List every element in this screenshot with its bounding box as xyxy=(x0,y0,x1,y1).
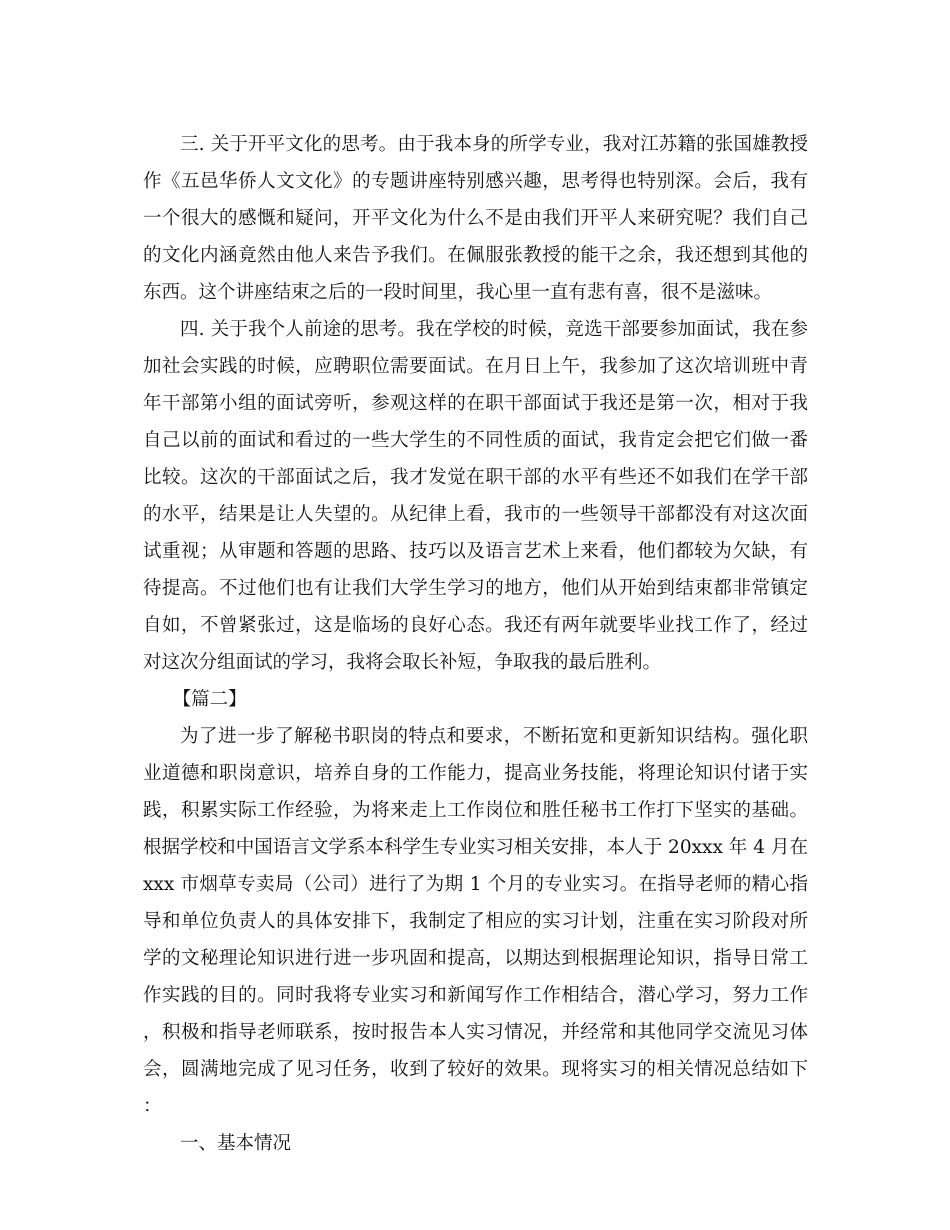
section-heading-basic-info: 一、基本情况 xyxy=(180,1133,292,1154)
paragraph-kaiping-culture: 三. 关于开平文化的思考。由于我本身的所学专业，我对江苏籍的张国雄教授作《五邑华侨人文文化》的专题讲座特别感兴趣，思考得也特别深。会后，我有一个很大的感慨和疑问，开平文化为什么不是由我们开平人来研究呢？我们自己的文化内涵竟然由他人来告予我们。在佩服张教授的能干之余，我还想到其他的东西。这个讲座结束之后的一段时间里，我心里一直有悲有喜，很不是滋味。 xyxy=(143,134,808,303)
section-heading-part-two: 【篇二】 xyxy=(172,689,247,710)
paragraph-personal-future: 四. 关于我个人前途的思考。我在学校的时候，竞选干部要参加面试，我在参加社会实践的时候，应聘职位需要面试。在月日上午，我参加了这次培训班中青年干部第小组的面试旁听，参观这样的在职干部面试于我还是第一次，相对于我自己以前的面试和看过的一些大学生的不同性质的面试，我肯定会把它们做一番比较。这次的干部面试之后，我才发觉在职干部的水平有些还不如我们在学干部的水平，结果是让人失望的。从纪律上看，我市的一些领导干部都没有对这次面试重视；从审题和答题的思路、技巧以及语言艺术上来看，他们都较为欠缺，有待提高。不过他们也有让我们大学生学习的地方，他们从开始到结束都非常镇定自如，不曾紧张过，这是临场的良好心态。我还有两年就要毕业找工作了，经过对这次分组面试的学习，我将会取长补短，争取我的最后胜利。 xyxy=(143,319,808,673)
document-body xyxy=(143,126,808,1162)
paragraph-internship-intro: 为了进一步了解秘书职岗的特点和要求，不断拓宽和更新知识结构。强化职业道德和职岗意识，培养自身的工作能力，提高业务技能，将理论知识付诸于实践，积累实际工作经验，为将来走上工作岗位和胜任秘书工作打下坚实的基础。根据学校和中国语言文学系本科学生专业实习相关安排，本人于 20xxx 年 4 月在 xxx 市烟草专卖局（公司）进行了为期 1 个月的专业实习。在指导老师的精心指导和单位负责人的具体安排下，我制定了相应的实习计划，注重在实习阶段对所学的文秘理论知识进行进一步巩固和提高，以期达到根据理论知识，指导日常工作实践的目的。同时我将专业实习和新闻写作工作相结合，潜心学习，努力工作，积极和指导老师联系，按时报告本人实习情况，并经常和其他同学交流见习体会，圆满地完成了见习任务，收到了较好的效果。现将实习的相关情况总结如下： xyxy=(143,726,808,1117)
